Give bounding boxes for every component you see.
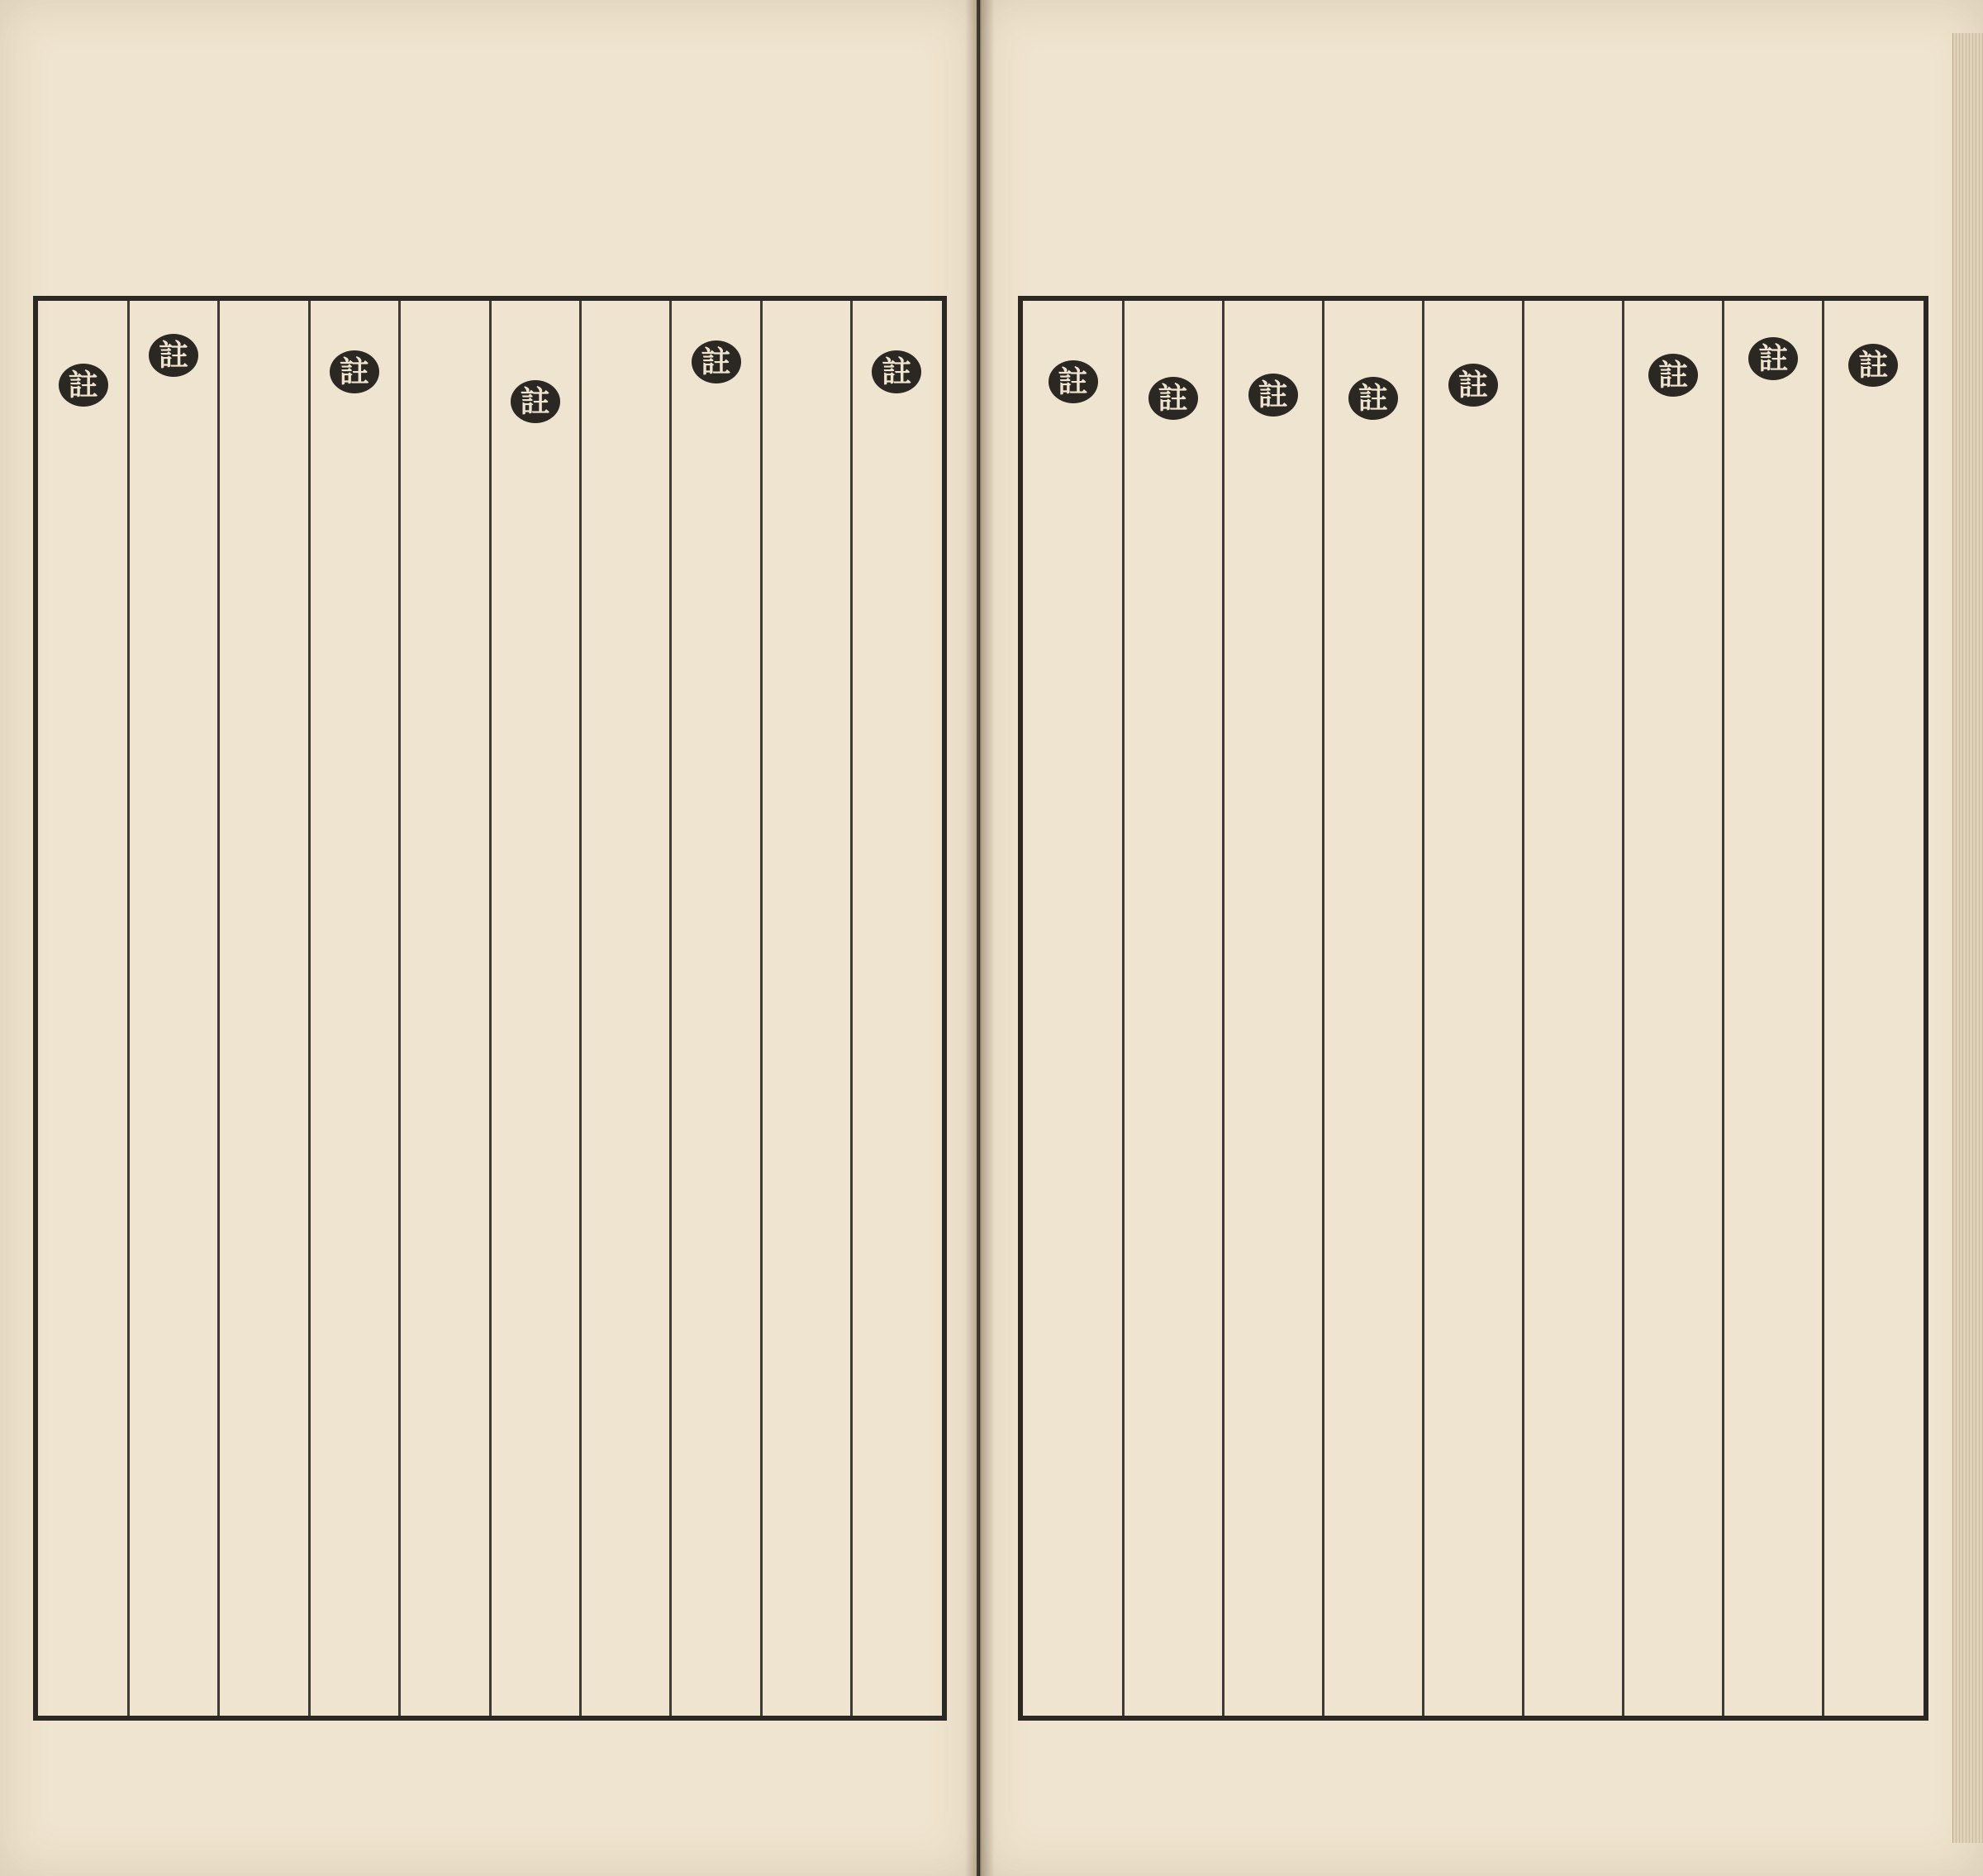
right-text-column (1228, 321, 1319, 1696)
annotation-marker-icon: 註 (1148, 377, 1198, 420)
annotation-marker-icon: 註 (1648, 354, 1698, 397)
right-text-column (1028, 321, 1119, 1696)
annotation-marker-icon: 註 (692, 340, 741, 383)
annotation-marker-icon: 註 (330, 350, 379, 393)
right-text-column (1628, 321, 1719, 1696)
left-text-column (399, 321, 490, 1696)
annotation-marker-icon: 註 (1248, 374, 1298, 417)
left-page (0, 0, 977, 1876)
right-column-rule (1222, 301, 1225, 1716)
right-column-rule (1622, 301, 1624, 1716)
right-text-column (1728, 321, 1819, 1696)
left-text-column (219, 321, 310, 1696)
right-page-frame (1018, 296, 1928, 1721)
annotation-marker-icon: 註 (59, 364, 108, 407)
page-edge-stack (1952, 33, 1983, 1843)
left-text-column (851, 321, 942, 1696)
annotation-marker-icon: 註 (1848, 344, 1898, 387)
right-column-rule (1822, 301, 1824, 1716)
annotation-marker-icon: 註 (1448, 364, 1498, 407)
right-text-column (1128, 321, 1219, 1696)
right-text-column (1428, 321, 1519, 1696)
annotation-marker-icon: 註 (1348, 377, 1398, 420)
right-column-rule (1722, 301, 1724, 1716)
annotation-marker-icon: 註 (511, 380, 560, 423)
left-text-column (761, 321, 852, 1696)
right-text-column (1828, 321, 1919, 1696)
book-gutter (965, 0, 995, 1876)
left-text-column (128, 321, 219, 1696)
left-text-column (671, 321, 762, 1696)
right-column-rule (1522, 301, 1524, 1716)
left-text-column (490, 321, 581, 1696)
right-text-column (1528, 321, 1619, 1696)
annotation-marker-icon: 註 (1748, 337, 1798, 380)
left-text-column (309, 321, 400, 1696)
annotation-marker-icon: 註 (872, 350, 921, 393)
annotation-marker-icon: 註 (1049, 360, 1098, 403)
right-text-column (1328, 321, 1419, 1696)
left-text-column (38, 321, 129, 1696)
right-column-rule (1422, 301, 1424, 1716)
left-text-column (580, 321, 671, 1696)
right-column-rule (1322, 301, 1324, 1716)
left-page-frame (33, 296, 947, 1721)
right-column-rule (1122, 301, 1125, 1716)
annotation-marker-icon: 註 (149, 334, 198, 377)
